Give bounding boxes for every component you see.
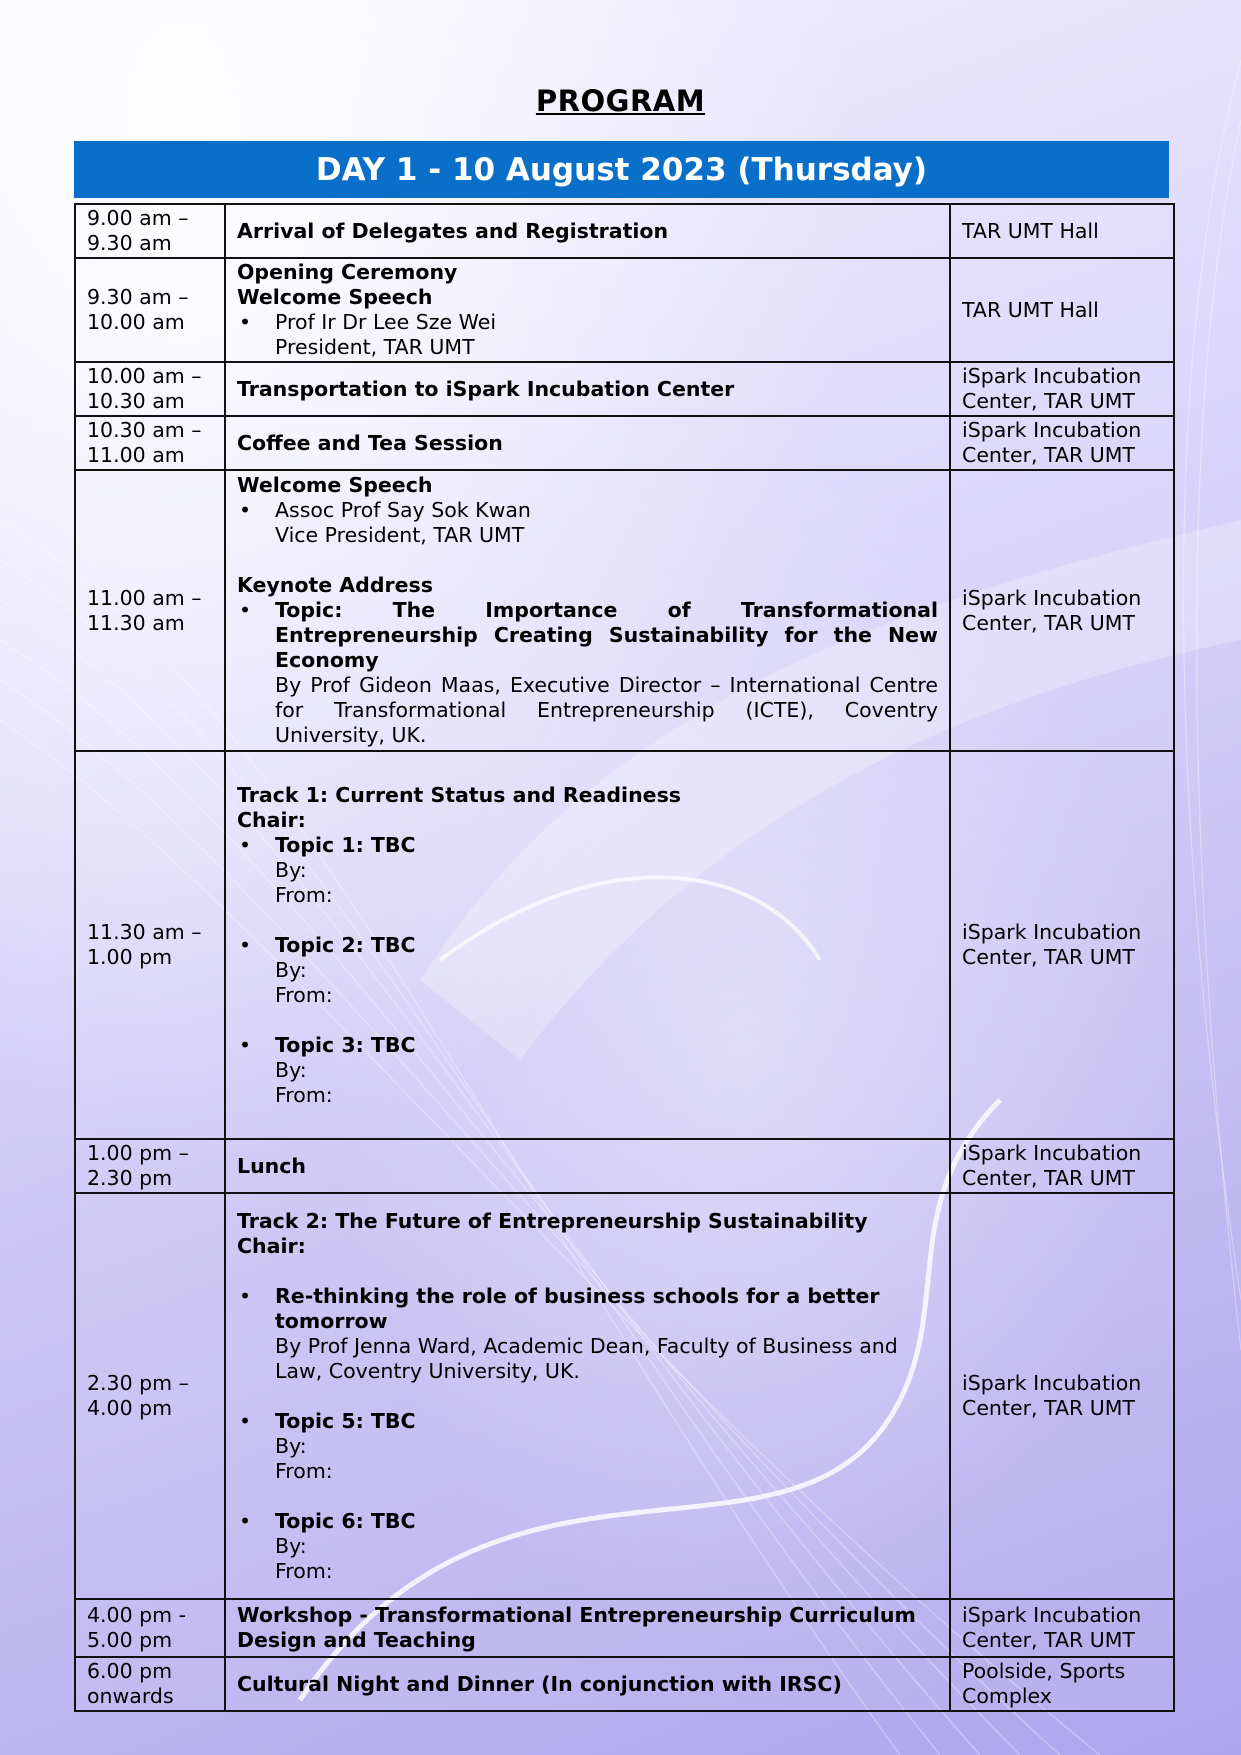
topic-title: • Topic 1: TBC (237, 833, 938, 858)
time-cell: 4.00 pm - 5.00 pm (75, 1599, 225, 1657)
table-row (75, 470, 1174, 751)
session-heading: Welcome Speech (237, 285, 433, 309)
table-row (75, 362, 1174, 416)
track-title: Track 2: The Future of Entrepreneurship Sustainability (237, 1208, 868, 1233)
topic-from: From: (275, 1558, 333, 1583)
time-cell: 2.30 pm – 4.00 pm (75, 1193, 225, 1599)
time-cell: 10.30 am – 11.00 am (75, 416, 225, 470)
topic-by: By: (275, 857, 307, 882)
table-row (75, 1139, 1174, 1193)
page-title: PROGRAM (535, 84, 706, 118)
time-cell: 9.30 am – 10.00 am (75, 258, 225, 362)
venue-cell: iSpark Incubation Center, TAR UMT (950, 751, 1174, 1139)
venue-cell: Poolside, Sports Complex (950, 1657, 1174, 1711)
activity-cell (225, 751, 950, 1139)
activity-cell (225, 470, 950, 751)
venue-cell: iSpark Incubation Center, TAR UMT (950, 1599, 1174, 1657)
topic-from: From: (275, 1082, 333, 1107)
keynote-topic: • Topic: The Importance of Transformational Entrepreneurship Creating Sustainability for the New Economy (237, 598, 938, 673)
topic-from: From: (275, 882, 333, 907)
venue-cell: iSpark Incubation Center, TAR UMT (950, 1193, 1174, 1599)
topic-by: By: (275, 1433, 307, 1458)
time-cell: 11.00 am – 11.30 am (75, 470, 225, 751)
topic-from: From: (275, 982, 333, 1007)
table-row (75, 1599, 1174, 1657)
speaker-role: Vice President, TAR UMT (275, 523, 525, 547)
speaker-name: • Assoc Prof Say Sok Kwan (237, 498, 938, 523)
venue-cell: iSpark Incubation Center, TAR UMT (950, 1139, 1174, 1193)
session-heading: Keynote Address (237, 573, 433, 597)
table-row (75, 204, 1174, 258)
topic-speaker: By Prof Jenna Ward, Academic Dean, Faculty of Business and Law, Coventry University, UK. (275, 1333, 898, 1383)
session-heading: Welcome Speech (237, 473, 433, 497)
table-row (75, 258, 1174, 362)
time-cell: 11.30 am – 1.00 pm (75, 751, 225, 1139)
table-row (75, 1193, 1174, 1599)
activity-cell: Transportation to iSpark Incubation Center (225, 362, 950, 416)
topic-title: • Topic 5: TBC (237, 1409, 938, 1434)
activity-cell (225, 258, 950, 362)
day-banner: DAY 1 - 10 August 2023 (Thursday) (74, 141, 1169, 198)
time-cell: 10.00 am – 10.30 am (75, 362, 225, 416)
topic-by: By: (275, 1057, 307, 1082)
keynote-speaker: By Prof Gideon Maas, Executive Director – International Centre for Transformational Entrepreneurship (ICTE), Coventry University, UK. (275, 673, 938, 747)
table-row (75, 751, 1174, 1139)
activity-cell (225, 1193, 950, 1599)
venue-cell: iSpark Incubation Center, TAR UMT (950, 416, 1174, 470)
topic-title: • Topic 2: TBC (237, 933, 938, 958)
topic-title: • Re-thinking the role of business schools for a better tomorrow (237, 1284, 938, 1334)
activity-cell: Arrival of Delegates and Registration (225, 204, 950, 258)
activity-cell: Cultural Night and Dinner (In conjunction with IRSC) (225, 1657, 950, 1711)
time-cell: 9.00 am – 9.30 am (75, 204, 225, 258)
topic-from: From: (275, 1458, 333, 1483)
topic-title: • Topic 3: TBC (237, 1033, 938, 1058)
activity-cell: Coffee and Tea Session (225, 416, 950, 470)
topic-title: • Topic 6: TBC (237, 1509, 938, 1534)
time-cell: 6.00 pm onwards (75, 1657, 225, 1711)
activity-cell: Lunch (225, 1139, 950, 1193)
program-table (74, 203, 1175, 1712)
track-chair: Chair: (237, 1233, 306, 1258)
table-row (75, 1657, 1174, 1711)
time-cell: 1.00 pm – 2.30 pm (75, 1139, 225, 1193)
track-title: Track 1: Current Status and Readiness (237, 782, 681, 807)
venue-cell: iSpark Incubation Center, TAR UMT (950, 470, 1174, 751)
venue-cell: TAR UMT Hall (950, 258, 1174, 362)
speaker-role: President, TAR UMT (275, 335, 475, 359)
speaker-name: • Prof Ir Dr Lee Sze Wei (237, 310, 938, 335)
topic-by: By: (275, 1533, 307, 1558)
track-chair: Chair: (237, 807, 306, 832)
venue-cell: iSpark Incubation Center, TAR UMT (950, 362, 1174, 416)
activity-cell: Workshop - Transformational Entrepreneurship Curriculum Design and Teaching (225, 1599, 950, 1657)
venue-cell: TAR UMT Hall (950, 204, 1174, 258)
topic-by: By: (275, 957, 307, 982)
table-row (75, 416, 1174, 470)
session-heading: Opening Ceremony (237, 260, 458, 284)
